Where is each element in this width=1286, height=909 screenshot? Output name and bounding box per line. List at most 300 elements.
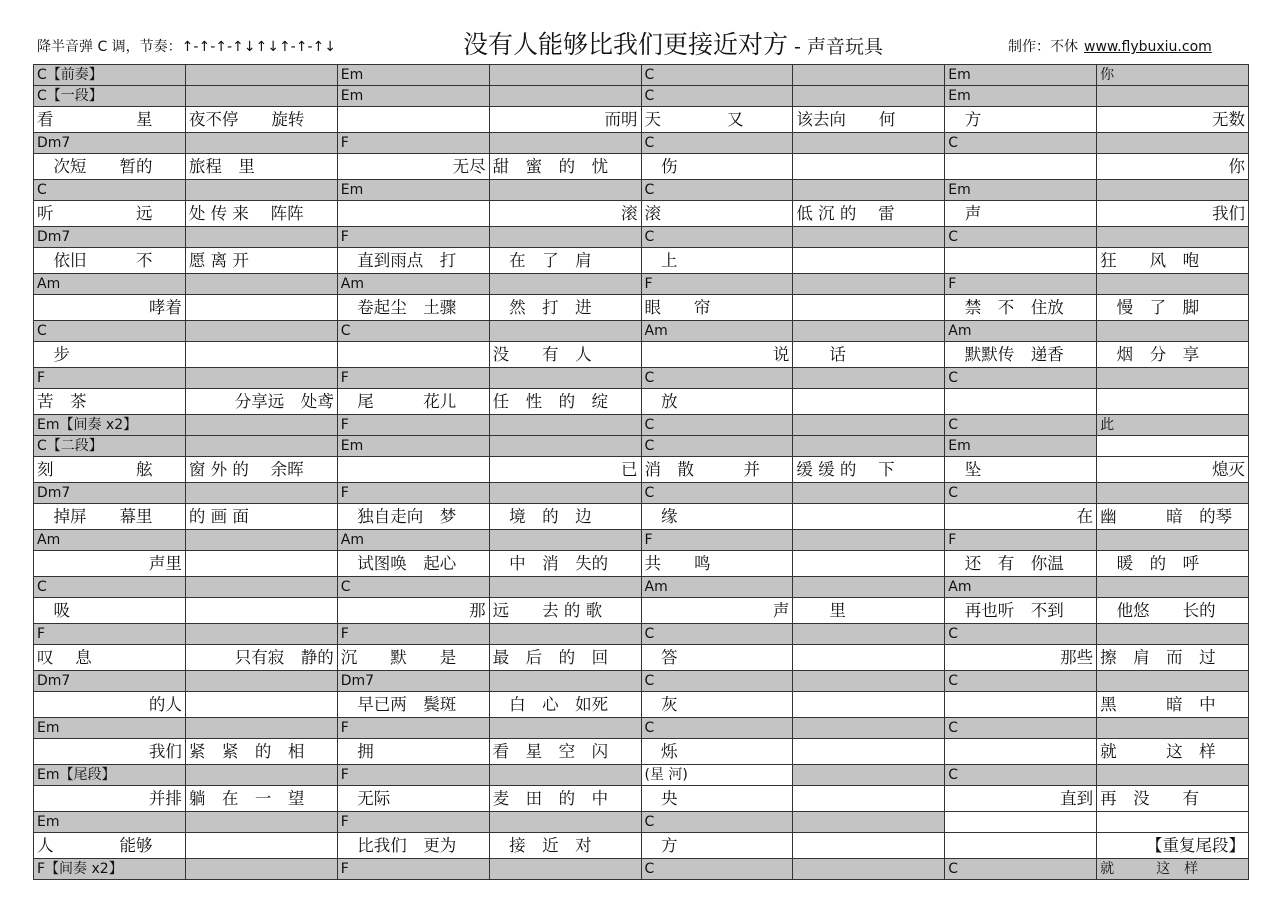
chord-cell (793, 415, 945, 436)
chord-cell (185, 812, 337, 833)
site-link[interactable]: www.flybuxiu.com (1084, 39, 1212, 55)
lyric-cell: 接 近 对 (489, 833, 641, 859)
chord-cell (489, 274, 641, 295)
chord-cell: Am (337, 530, 489, 551)
lyric-cell: 苦 茶 (34, 389, 186, 415)
lyric-cell: 共 鸣 (641, 551, 793, 577)
chord-cell: Am (945, 321, 1097, 342)
lyric-cell: 步 (34, 342, 186, 368)
lyric-cell: 方 (641, 833, 793, 859)
lyric-cell: 再 没 有 (1097, 786, 1249, 812)
lyric-row (34, 786, 1249, 812)
chord-cell (1097, 180, 1249, 201)
chord-cell: F (337, 812, 489, 833)
chord-cell: C (641, 133, 793, 154)
chord-cell (185, 765, 337, 786)
chord-cell: F【间奏 x2】 (34, 859, 186, 880)
lyric-cell: 你 (1097, 154, 1249, 180)
chord-row (34, 624, 1249, 645)
chord-row (34, 436, 1249, 457)
lyric-cell (793, 692, 945, 718)
chord-cell: C (641, 65, 793, 86)
chord-cell (1097, 483, 1249, 504)
chord-cell: C (945, 718, 1097, 739)
chord-cell (793, 321, 945, 342)
chord-cell: C (337, 321, 489, 342)
chord-cell (185, 859, 337, 880)
lyric-cell: 已 (489, 457, 641, 483)
artist-name: - 声音玩具 (788, 36, 883, 58)
chord-cell: Am (34, 274, 186, 295)
chord-cell: C (641, 812, 793, 833)
chord-cell (1097, 274, 1249, 295)
chord-row (34, 671, 1249, 692)
lyric-row (34, 551, 1249, 577)
chord-cell (489, 436, 641, 457)
chord-cell: C (945, 483, 1097, 504)
song-title-text: 没有人能够比我们更接近对方 (463, 30, 789, 59)
chord-cell: Em (945, 180, 1097, 201)
chord-cell: C (641, 227, 793, 248)
chord-cell (185, 274, 337, 295)
lyric-row (34, 833, 1249, 859)
chord-cell: C (641, 718, 793, 739)
chord-cell (489, 671, 641, 692)
chord-cell (793, 274, 945, 295)
lyric-cell: 白 心 如死 (489, 692, 641, 718)
lyric-cell: 答 (641, 645, 793, 671)
chord-cell (1097, 133, 1249, 154)
lyric-cell: 低 沉 的 雷 (793, 201, 945, 227)
lyric-cell: 掉屏 幕里 (34, 504, 186, 530)
chord-cell: C (641, 86, 793, 107)
chord-row (34, 274, 1249, 295)
chord-cell (185, 483, 337, 504)
chord-cell: 此 (1097, 415, 1249, 436)
lyric-cell: 刻 舷 (34, 457, 186, 483)
lyric-cell: 人 能够 (34, 833, 186, 859)
lyric-cell (793, 833, 945, 859)
chord-cell: C (945, 415, 1097, 436)
chord-row (34, 180, 1249, 201)
chord-cell: F (337, 133, 489, 154)
credit (1008, 36, 1212, 56)
lyric-cell: 话 (793, 342, 945, 368)
chord-cell (489, 577, 641, 598)
chord-cell: Em (945, 436, 1097, 457)
chord-cell: Em (34, 718, 186, 739)
chord-cell: C (34, 321, 186, 342)
chord-cell: F (337, 624, 489, 645)
chord-cell (489, 859, 641, 880)
chord-cell: F (34, 624, 186, 645)
chord-cell: Em (337, 65, 489, 86)
lyric-cell: 方 (945, 107, 1097, 133)
lyric-cell: 声里 (34, 551, 186, 577)
lyric-cell: 声 (641, 598, 793, 624)
lyric-cell: 哮着 (34, 295, 186, 321)
lyric-cell: 旅程 里 (185, 154, 337, 180)
chord-cell: C (641, 671, 793, 692)
lyric-cell (945, 692, 1097, 718)
lyric-cell: 直到 (945, 786, 1097, 812)
chord-cell: Em (945, 86, 1097, 107)
chord-cell: Am (641, 577, 793, 598)
chord-row (34, 133, 1249, 154)
lyric-cell: 听 远 (34, 201, 186, 227)
chord-cell (185, 671, 337, 692)
lyric-cell: 放 (641, 389, 793, 415)
chord-cell (185, 718, 337, 739)
chord-row (34, 483, 1249, 504)
lyric-cell (185, 598, 337, 624)
chord-cell (793, 577, 945, 598)
lyric-cell (337, 457, 489, 483)
chord-row (34, 227, 1249, 248)
chord-cell: C (34, 180, 186, 201)
chord-row (34, 577, 1249, 598)
lyric-cell: 无数 (1097, 107, 1249, 133)
lyric-cell: 无际 (337, 786, 489, 812)
chord-cell: Am (34, 530, 186, 551)
chord-cell (793, 436, 945, 457)
lyric-cell: 缓 缓 的 下 (793, 457, 945, 483)
lyric-cell (945, 389, 1097, 415)
chord-cell: Am (945, 577, 1097, 598)
lyric-cell: 坠 (945, 457, 1097, 483)
chord-cell (185, 180, 337, 201)
lyric-cell: 卷起尘 土骤 (337, 295, 489, 321)
chord-row (34, 530, 1249, 551)
lyric-cell: 说 (641, 342, 793, 368)
chord-cell (185, 577, 337, 598)
lyric-cell: 直到雨点 打 (337, 248, 489, 274)
chord-cell (185, 321, 337, 342)
lyric-cell: 默默传 递香 (945, 342, 1097, 368)
lyric-cell: 的 画 面 (185, 504, 337, 530)
lyric-cell: 拥 (337, 739, 489, 765)
chord-cell: C (641, 624, 793, 645)
chord-cell: Dm7 (337, 671, 489, 692)
chord-row (34, 321, 1249, 342)
lyric-cell (185, 342, 337, 368)
lyric-row (34, 342, 1249, 368)
chord-cell: C (34, 577, 186, 598)
lyric-row (34, 692, 1249, 718)
lyric-cell: 叹 息 (34, 645, 186, 671)
lyric-cell: 就 这 样 (1097, 739, 1249, 765)
chord-row (34, 86, 1249, 107)
chord-cell (793, 65, 945, 86)
lyric-cell: 比我们 更为 (337, 833, 489, 859)
chord-cell: F (337, 859, 489, 880)
lyric-cell (945, 833, 1097, 859)
chord-cell (185, 415, 337, 436)
lyric-cell: 没 有 人 (489, 342, 641, 368)
lyric-cell (793, 645, 945, 671)
lyric-cell: 独自走向 梦 (337, 504, 489, 530)
chord-cell (1097, 368, 1249, 389)
lyric-cell: 愿 离 开 (185, 248, 337, 274)
lyric-cell (793, 295, 945, 321)
lyric-cell: 禁 不 住放 (945, 295, 1097, 321)
chord-cell: C (337, 577, 489, 598)
lyric-cell: 无尽 (337, 154, 489, 180)
chord-cell (793, 812, 945, 833)
chord-cell (793, 671, 945, 692)
lyric-cell: 缘 (641, 504, 793, 530)
lyric-cell (185, 551, 337, 577)
lyric-cell (337, 107, 489, 133)
chord-cell: 你 (1097, 65, 1249, 86)
chord-cell: F (34, 368, 186, 389)
chord-cell: C (945, 368, 1097, 389)
lyric-cell: 熄灭 (1097, 457, 1249, 483)
chord-cell: C【前奏】 (34, 65, 186, 86)
chord-cell (793, 530, 945, 551)
lyric-cell (337, 201, 489, 227)
chord-cell: C (641, 415, 793, 436)
lyric-cell: 烟 分 享 (1097, 342, 1249, 368)
lyric-cell: 声 (945, 201, 1097, 227)
lyric-cell (793, 389, 945, 415)
chord-cell: Am (337, 274, 489, 295)
lyric-cell: 而明 (489, 107, 641, 133)
chord-row (34, 765, 1249, 786)
lyric-cell: 只有寂 静的 (185, 645, 337, 671)
lyric-cell: 慢 了 脚 (1097, 295, 1249, 321)
credit-text: 制作：不休 (1008, 39, 1078, 55)
lyric-cell (337, 342, 489, 368)
chord-cell: Dm7 (34, 671, 186, 692)
chord-cell (1097, 718, 1249, 739)
chord-cell (1097, 671, 1249, 692)
chord-cell: Dm7 (34, 133, 186, 154)
lyric-row (34, 154, 1249, 180)
lyric-cell: 任 性 的 绽 (489, 389, 641, 415)
chord-cell: Dm7 (34, 227, 186, 248)
chord-cell: F (337, 227, 489, 248)
lyric-cell: 滚 (641, 201, 793, 227)
lyric-cell: 那些 (945, 645, 1097, 671)
chord-cell (489, 227, 641, 248)
chord-cell (793, 624, 945, 645)
lyric-cell: 暖 的 呼 (1097, 551, 1249, 577)
strumming-info: 降半音弹 C 调，节奏：↑-↑-↑-↑↓↑↓↑-↑-↑↓ (37, 39, 336, 55)
chord-cell: C (945, 227, 1097, 248)
lyric-cell: 天 又 (641, 107, 793, 133)
chord-row (34, 65, 1249, 86)
lyric-cell: 再也听 不到 (945, 598, 1097, 624)
chord-cell (793, 718, 945, 739)
lyric-row (34, 201, 1249, 227)
lyric-row (34, 739, 1249, 765)
chord-cell (793, 483, 945, 504)
lyric-cell: 烁 (641, 739, 793, 765)
chord-cell: C (641, 859, 793, 880)
chord-cell (793, 227, 945, 248)
lyric-cell: 还 有 你温 (945, 551, 1097, 577)
lyric-row (34, 457, 1249, 483)
chord-cell (793, 859, 945, 880)
chord-cell: C (945, 133, 1097, 154)
lyric-cell: 灰 (641, 692, 793, 718)
chord-cell (185, 436, 337, 457)
chord-cell: F (945, 274, 1097, 295)
lyric-cell: 上 (641, 248, 793, 274)
chord-cell: 就 这 样 (1097, 859, 1249, 880)
lyric-cell: 滚 (489, 201, 641, 227)
lyric-cell (185, 833, 337, 859)
lyric-cell: 看 星 (34, 107, 186, 133)
lyric-cell: 央 (641, 786, 793, 812)
chord-cell: C (945, 671, 1097, 692)
lyric-cell: 消 散 并 (641, 457, 793, 483)
chord-cell: Em (34, 812, 186, 833)
lyric-cell: 窗 外 的 余晖 (185, 457, 337, 483)
lyric-cell: 在 了 肩 (489, 248, 641, 274)
lyric-cell: 分享远 处鸢 (185, 389, 337, 415)
lyric-cell: 远 去 的 歌 (489, 598, 641, 624)
lyric-cell: 麦 田 的 中 (489, 786, 641, 812)
chord-row (34, 812, 1249, 833)
chord-cell: C (641, 436, 793, 457)
lyric-cell (793, 551, 945, 577)
lyric-cell (793, 248, 945, 274)
chord-cell (489, 812, 641, 833)
lyric-cell: 中 消 失的 (489, 551, 641, 577)
lyric-row (34, 107, 1249, 133)
chord-cell: F (945, 530, 1097, 551)
lyric-cell: 早已两 鬓斑 (337, 692, 489, 718)
chord-cell (489, 415, 641, 436)
lyric-cell: 我们 (1097, 201, 1249, 227)
lyric-cell: 黑 暗 中 (1097, 692, 1249, 718)
chord-cell (1097, 765, 1249, 786)
chord-cell: C (641, 180, 793, 201)
chord-cell (489, 530, 641, 551)
lyric-cell: 次短 暂的 (34, 154, 186, 180)
chord-cell (1097, 577, 1249, 598)
chord-cell: Em【尾段】 (34, 765, 186, 786)
lyric-cell (793, 504, 945, 530)
lyric-cell: 那 (337, 598, 489, 624)
chord-cell: F (337, 765, 489, 786)
chord-cell (793, 765, 945, 786)
chord-cell (793, 133, 945, 154)
lyric-cell: 夜不停 旋转 (185, 107, 337, 133)
chord-cell: C【一段】 (34, 86, 186, 107)
lyric-cell: 试图唤 起心 (337, 551, 489, 577)
lyric-cell: 然 打 进 (489, 295, 641, 321)
lyric-cell: 眼 帘 (641, 295, 793, 321)
chord-cell (1097, 86, 1249, 107)
chord-cell (185, 65, 337, 86)
chord-row (34, 415, 1249, 436)
lyric-cell (793, 154, 945, 180)
chord-cell (489, 718, 641, 739)
lyric-cell: 幽 暗 的琴 (1097, 504, 1249, 530)
chord-cell (945, 812, 1097, 833)
lyric-cell: 躺 在 一 望 (185, 786, 337, 812)
chord-cell: C (945, 624, 1097, 645)
chord-cell (185, 133, 337, 154)
lyric-cell (945, 248, 1097, 274)
chord-cell: (星 河) (641, 765, 793, 786)
chord-cell: F (337, 368, 489, 389)
lyric-cell: 他悠 长的 (1097, 598, 1249, 624)
chord-cell (793, 180, 945, 201)
chord-cell: C【二段】 (34, 436, 186, 457)
lyric-cell (945, 154, 1097, 180)
lyric-cell (185, 295, 337, 321)
chord-cell (185, 624, 337, 645)
chord-cell (489, 180, 641, 201)
lyric-cell (793, 786, 945, 812)
lyric-cell: 并排 (34, 786, 186, 812)
chord-cell (489, 65, 641, 86)
chord-lyric-grid (33, 64, 1249, 880)
lyric-cell (1097, 389, 1249, 415)
lyric-cell: 沉 默 是 (337, 645, 489, 671)
lyric-row (34, 504, 1249, 530)
lyric-cell: 里 (793, 598, 945, 624)
lyric-cell: 依旧 不 (34, 248, 186, 274)
lyric-row (34, 295, 1249, 321)
chord-cell: Dm7 (34, 483, 186, 504)
chord-cell (185, 86, 337, 107)
chord-cell: F (337, 415, 489, 436)
lyric-cell: 看 星 空 闪 (489, 739, 641, 765)
lyric-cell: 该去向 何 (793, 107, 945, 133)
chord-cell (1097, 436, 1249, 457)
lyric-cell (185, 692, 337, 718)
song-title (463, 25, 883, 61)
lyric-cell: 尾 花儿 (337, 389, 489, 415)
chord-cell: Em (337, 436, 489, 457)
chord-cell: Em (945, 65, 1097, 86)
chord-cell (489, 624, 641, 645)
chord-cell (489, 368, 641, 389)
lyric-row (34, 645, 1249, 671)
chord-cell: Am (641, 321, 793, 342)
chord-cell (489, 765, 641, 786)
chord-cell: F (641, 530, 793, 551)
chord-cell: F (337, 483, 489, 504)
chord-cell: F (337, 718, 489, 739)
lyric-cell: 我们 (34, 739, 186, 765)
lyric-cell: 擦 肩 而 过 (1097, 645, 1249, 671)
lyric-cell: 吸 (34, 598, 186, 624)
chord-cell (489, 321, 641, 342)
chord-cell (1097, 321, 1249, 342)
lyric-cell (945, 739, 1097, 765)
lyric-cell: 【重复尾段】 (1097, 833, 1249, 859)
lyric-cell: 的人 (34, 692, 186, 718)
chord-cell: Em【间奏 x2】 (34, 415, 186, 436)
lyric-cell: 紧 紧 的 相 (185, 739, 337, 765)
chord-cell: C (641, 368, 793, 389)
chord-cell (1097, 530, 1249, 551)
chord-cell: C (641, 483, 793, 504)
lyric-row (34, 389, 1249, 415)
lyric-cell: 最 后 的 回 (489, 645, 641, 671)
lyric-cell: 狂 风 咆 (1097, 248, 1249, 274)
chord-cell (489, 133, 641, 154)
lyric-row (34, 598, 1249, 624)
lyric-cell (793, 739, 945, 765)
chord-cell (185, 368, 337, 389)
